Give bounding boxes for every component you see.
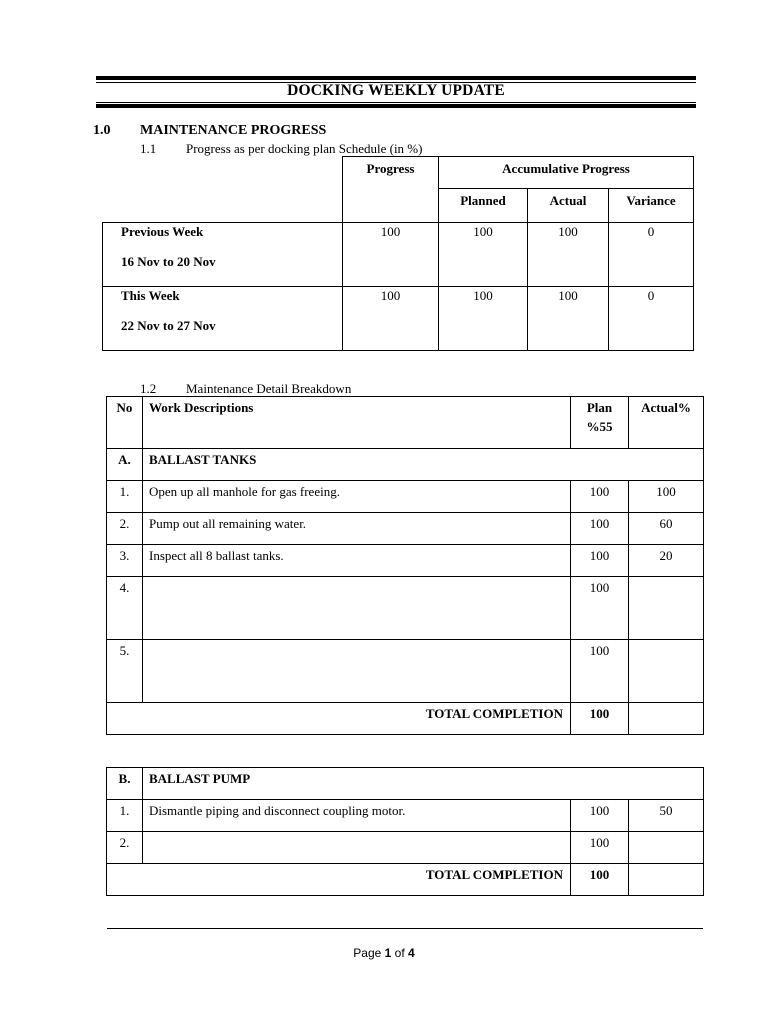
section-number: 1.0 [93, 123, 111, 138]
plan-header-line2: %55 [586, 419, 613, 434]
subsection-2-number: 1.2 [140, 381, 157, 396]
page-of-label: of [394, 946, 405, 960]
item-description: Dismantle piping and disconnect coupling motor. [143, 800, 571, 832]
table-row [107, 800, 704, 832]
actual-value: 100 [528, 287, 609, 351]
week-label-cell [103, 223, 343, 287]
table-row [107, 640, 704, 703]
item-no: 2. [107, 513, 143, 545]
page-number: 1 [384, 946, 392, 960]
table-row [103, 287, 694, 351]
item-description: Open up all manhole for gas freeing. [143, 481, 571, 513]
item-plan: 100 [571, 513, 629, 545]
item-plan: 100 [571, 800, 629, 832]
total-completion-plan: 100 [571, 864, 629, 896]
table-row [103, 223, 694, 287]
item-no: 4. [107, 577, 143, 640]
total-completion-plan: 100 [571, 703, 629, 735]
table-row [107, 577, 704, 640]
item-no: 3. [107, 545, 143, 577]
work-descriptions-header: Work Descriptions [143, 397, 571, 449]
week-dates: 22 Nov to 27 Nov [121, 318, 216, 333]
page-total: 4 [408, 946, 415, 960]
subsection-2-title: Maintenance Detail Breakdown [186, 381, 352, 396]
item-plan: 100 [571, 577, 629, 640]
item-no: 2. [107, 832, 143, 864]
breakdown-table-ballast-tanks [106, 396, 704, 735]
variance-value: 0 [609, 223, 694, 287]
actual-percent-header: Actual% [629, 397, 704, 449]
item-description: Inspect all 8 ballast tanks. [143, 545, 571, 577]
title-rule-bottom-thick [96, 104, 696, 108]
actual-header: Actual [528, 189, 609, 223]
section-title: BALLAST PUMP [143, 768, 704, 800]
no-header: No [107, 397, 143, 449]
variance-header: Variance [609, 189, 694, 223]
item-plan: 100 [571, 832, 629, 864]
plan-header [571, 397, 629, 449]
section-letter: B. [107, 768, 143, 800]
week-label: This Week [121, 288, 180, 303]
page-footer [0, 946, 768, 960]
table-row [107, 832, 704, 864]
progress-header: Progress [343, 157, 439, 223]
table-row [107, 513, 704, 545]
progress-value: 100 [343, 223, 439, 287]
item-no: 5. [107, 640, 143, 703]
item-actual: 100 [629, 481, 704, 513]
title-rule-top-thick [96, 76, 696, 80]
section-letter: A. [107, 449, 143, 481]
plan-header-line1: Plan [586, 400, 613, 415]
document-title: DOCKING WEEKLY UPDATE [287, 82, 505, 99]
footer-rule [107, 928, 703, 929]
item-description [143, 832, 571, 864]
item-plan: 100 [571, 481, 629, 513]
actual-value: 100 [528, 223, 609, 287]
variance-value: 0 [609, 287, 694, 351]
total-completion-actual [629, 864, 704, 896]
total-completion-label: TOTAL COMPLETION [107, 703, 571, 735]
item-actual [629, 640, 704, 703]
item-actual: 60 [629, 513, 704, 545]
item-description [143, 640, 571, 703]
planned-value: 100 [439, 223, 528, 287]
planned-header: Planned [439, 189, 528, 223]
progress-value: 100 [343, 287, 439, 351]
item-no: 1. [107, 481, 143, 513]
item-actual: 20 [629, 545, 704, 577]
planned-value: 100 [439, 287, 528, 351]
page-label: Page [353, 946, 382, 960]
section-title: MAINTENANCE PROGRESS [140, 123, 327, 138]
table-row [107, 481, 704, 513]
accumulative-progress-header: Accumulative Progress [439, 157, 694, 189]
subsection-1-number: 1.1 [140, 141, 157, 156]
total-completion-actual [629, 703, 704, 735]
item-plan: 100 [571, 545, 629, 577]
item-actual [629, 832, 704, 864]
week-dates: 16 Nov to 20 Nov [121, 254, 216, 269]
item-actual: 50 [629, 800, 704, 832]
week-label: Previous Week [121, 224, 204, 239]
progress-table-blank-corner [103, 157, 343, 189]
week-label-cell [103, 287, 343, 351]
breakdown-table-ballast-pump [106, 767, 704, 896]
item-plan: 100 [571, 640, 629, 703]
item-description [143, 577, 571, 640]
title-rule-bottom-thin [96, 102, 696, 103]
progress-table-blank-corner-2 [103, 189, 343, 223]
item-actual [629, 577, 704, 640]
subsection-1-title: Progress as per docking plan Schedule (in %) [186, 141, 423, 156]
item-no: 1. [107, 800, 143, 832]
progress-table [102, 156, 694, 351]
section-title: BALLAST TANKS [143, 449, 704, 481]
total-completion-label: TOTAL COMPLETION [107, 864, 571, 896]
table-row [107, 545, 704, 577]
item-description: Pump out all remaining water. [143, 513, 571, 545]
